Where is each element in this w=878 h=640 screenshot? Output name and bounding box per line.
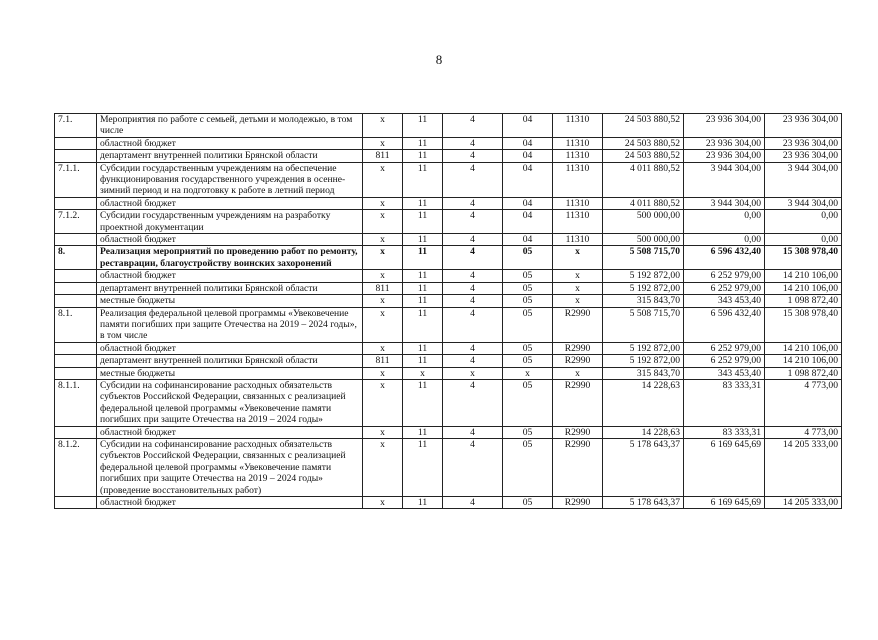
code-department: х <box>363 379 403 426</box>
amount-year-2: 23 936 304,00 <box>684 137 765 149</box>
code-target: х <box>553 295 603 307</box>
amount-year-1: 14 228,63 <box>603 426 684 438</box>
table-row <box>55 150 842 162</box>
row-number <box>55 150 97 162</box>
row-name: департамент внутренней политики Брянской области <box>97 282 363 294</box>
code-program: 04 <box>503 162 553 197</box>
amount-year-1: 5 508 715,70 <box>603 246 684 270</box>
row-number: 7.1.1. <box>55 162 97 197</box>
code-department: х <box>363 367 403 379</box>
code-program: 05 <box>503 426 553 438</box>
code-program: 04 <box>503 210 553 234</box>
code-department: х <box>363 210 403 234</box>
table-body <box>55 114 842 509</box>
amount-year-1: 315 843,70 <box>603 367 684 379</box>
code-target: 11310 <box>553 210 603 234</box>
code-section: 11 <box>403 355 443 367</box>
amount-year-3: 23 936 304,00 <box>765 150 842 162</box>
row-name: местные бюджеты <box>97 295 363 307</box>
code-section: 11 <box>403 210 443 234</box>
amount-year-2: 6 252 979,00 <box>684 270 765 282</box>
row-number <box>55 355 97 367</box>
table-row <box>55 270 842 282</box>
row-name: областной бюджет <box>97 342 363 354</box>
table-row <box>55 295 842 307</box>
amount-year-2: 343 453,40 <box>684 367 765 379</box>
row-number: 8.1.1. <box>55 379 97 426</box>
amount-year-3: 14 210 106,00 <box>765 342 842 354</box>
amount-year-3: 14 205 333,00 <box>765 438 842 496</box>
code-program: 05 <box>503 355 553 367</box>
code-section: 11 <box>403 162 443 197</box>
amount-year-1: 5 178 643,37 <box>603 438 684 496</box>
code-target: R2990 <box>553 497 603 509</box>
amount-year-3: 1 098 872,40 <box>765 295 842 307</box>
code-target: 11310 <box>553 234 603 246</box>
amount-year-3: 14 205 333,00 <box>765 497 842 509</box>
code-subsection: 4 <box>443 197 503 209</box>
code-department: х <box>363 295 403 307</box>
code-section: 11 <box>403 379 443 426</box>
row-number: 8.1.2. <box>55 438 97 496</box>
code-department: х <box>363 114 403 138</box>
code-department: х <box>363 342 403 354</box>
amount-year-1: 24 503 880,52 <box>603 137 684 149</box>
amount-year-1: 5 178 643,37 <box>603 497 684 509</box>
amount-year-3: 23 936 304,00 <box>765 137 842 149</box>
amount-year-1: 5 192 872,00 <box>603 355 684 367</box>
code-subsection: 4 <box>443 307 503 342</box>
code-target: R2990 <box>553 307 603 342</box>
row-name: областной бюджет <box>97 497 363 509</box>
page-number: 8 <box>435 52 443 67</box>
amount-year-3: 23 936 304,00 <box>765 114 842 138</box>
code-section: 11 <box>403 295 443 307</box>
code-target: 11310 <box>553 197 603 209</box>
amount-year-3: 14 210 106,00 <box>765 282 842 294</box>
code-target: х <box>553 282 603 294</box>
code-program: 04 <box>503 234 553 246</box>
row-name: областной бюджет <box>97 234 363 246</box>
code-section: 11 <box>403 342 443 354</box>
code-subsection: 4 <box>443 270 503 282</box>
row-name: департамент внутренней политики Брянской области <box>97 150 363 162</box>
amount-year-3: 0,00 <box>765 234 842 246</box>
code-department: х <box>363 426 403 438</box>
code-department: 811 <box>363 282 403 294</box>
code-section: х <box>403 367 443 379</box>
code-program: 05 <box>503 342 553 354</box>
table-row <box>55 497 842 509</box>
row-name: департамент внутренней политики Брянской области <box>97 355 363 367</box>
code-target: 11310 <box>553 150 603 162</box>
code-target: R2990 <box>553 342 603 354</box>
code-subsection: 4 <box>443 438 503 496</box>
code-department: х <box>363 497 403 509</box>
code-program: 05 <box>503 379 553 426</box>
table-row <box>55 282 842 294</box>
code-program: 05 <box>503 246 553 270</box>
row-number <box>55 367 97 379</box>
code-section: 11 <box>403 234 443 246</box>
amount-year-1: 4 011 880,52 <box>603 197 684 209</box>
code-program: х <box>503 367 553 379</box>
table-row <box>55 307 842 342</box>
amount-year-2: 3 944 304,00 <box>684 162 765 197</box>
code-program: 04 <box>503 150 553 162</box>
code-section: 11 <box>403 426 443 438</box>
code-program: 04 <box>503 114 553 138</box>
code-target: R2990 <box>553 379 603 426</box>
code-section: 11 <box>403 270 443 282</box>
code-target: 11310 <box>553 114 603 138</box>
code-target: R2990 <box>553 426 603 438</box>
amount-year-1: 500 000,00 <box>603 234 684 246</box>
amount-year-2: 6 169 645,69 <box>684 497 765 509</box>
row-name: Субсидии государственным учреждениям на обеспечение функционирования государственного учреждения в осенне-зимний период и на подготовку к работе в летний период <box>97 162 363 197</box>
code-target: х <box>553 270 603 282</box>
code-subsection: 4 <box>443 355 503 367</box>
amount-year-1: 500 000,00 <box>603 210 684 234</box>
code-subsection: 4 <box>443 210 503 234</box>
code-program: 04 <box>503 197 553 209</box>
amount-year-1: 24 503 880,52 <box>603 150 684 162</box>
row-number: 8. <box>55 246 97 270</box>
amount-year-3: 14 210 106,00 <box>765 270 842 282</box>
code-program: 05 <box>503 438 553 496</box>
code-department: х <box>363 438 403 496</box>
row-name: Субсидии на софинансирование расходных обязательств субъектов Российской Федерации, связанных с реализацией федеральной целевой программы «Увековечение памяти погибших при защите Отечества на 2019 – 2024 годы» (проведение восстановительных работ) <box>97 438 363 496</box>
row-number <box>55 197 97 209</box>
code-subsection: 4 <box>443 234 503 246</box>
row-name: Субсидии государственным учреждениям на разработку проектной документации <box>97 210 363 234</box>
budget-table <box>54 113 842 509</box>
code-section: 11 <box>403 114 443 138</box>
code-department: х <box>363 307 403 342</box>
table-row <box>55 114 842 138</box>
amount-year-2: 83 333,31 <box>684 379 765 426</box>
row-number: 8.1. <box>55 307 97 342</box>
row-number <box>55 426 97 438</box>
amount-year-3: 3 944 304,00 <box>765 162 842 197</box>
amount-year-2: 23 936 304,00 <box>684 150 765 162</box>
code-program: 05 <box>503 295 553 307</box>
row-name: областной бюджет <box>97 426 363 438</box>
code-subsection: 4 <box>443 282 503 294</box>
row-name: областной бюджет <box>97 270 363 282</box>
code-department: 811 <box>363 150 403 162</box>
code-department: х <box>363 197 403 209</box>
row-number <box>55 234 97 246</box>
row-number: 7.1. <box>55 114 97 138</box>
amount-year-1: 5 192 872,00 <box>603 342 684 354</box>
row-name: областной бюджет <box>97 197 363 209</box>
code-department: х <box>363 246 403 270</box>
row-name: Субсидии на софинансирование расходных обязательств субъектов Российской Федерации, связанных с реализацией федеральной целевой программы «Увековечение памяти погибших при защите Отечества на 2019 – 2024 годы» <box>97 379 363 426</box>
code-subsection: 4 <box>443 379 503 426</box>
amount-year-2: 23 936 304,00 <box>684 114 765 138</box>
row-number: 7.1.2. <box>55 210 97 234</box>
code-target: 11310 <box>553 162 603 197</box>
amount-year-2: 6 252 979,00 <box>684 282 765 294</box>
code-section: 11 <box>403 497 443 509</box>
row-name: Реализация федеральной целевой программы «Увековечение памяти погибших при защите Отечества на 2019 – 2024 годы», в том числе <box>97 307 363 342</box>
code-department: х <box>363 234 403 246</box>
code-program: 05 <box>503 282 553 294</box>
table-row <box>55 426 842 438</box>
code-section: 11 <box>403 307 443 342</box>
row-name: Мероприятия по работе с семьей, детьми и молодежью, в том числе <box>97 114 363 138</box>
amount-year-3: 1 098 872,40 <box>765 367 842 379</box>
row-name: местные бюджеты <box>97 367 363 379</box>
code-subsection: 4 <box>443 295 503 307</box>
table-row <box>55 234 842 246</box>
amount-year-3: 15 308 978,40 <box>765 246 842 270</box>
table-row <box>55 367 842 379</box>
amount-year-2: 6 169 645,69 <box>684 438 765 496</box>
table-row <box>55 342 842 354</box>
amount-year-1: 24 503 880,52 <box>603 114 684 138</box>
code-section: 11 <box>403 150 443 162</box>
amount-year-2: 343 453,40 <box>684 295 765 307</box>
code-department: х <box>363 270 403 282</box>
code-section: 11 <box>403 197 443 209</box>
code-section: 11 <box>403 137 443 149</box>
amount-year-1: 5 192 872,00 <box>603 270 684 282</box>
row-number <box>55 282 97 294</box>
table-row <box>55 137 842 149</box>
code-department: х <box>363 137 403 149</box>
amount-year-2: 83 333,31 <box>684 426 765 438</box>
amount-year-1: 5 192 872,00 <box>603 282 684 294</box>
row-number <box>55 497 97 509</box>
code-subsection: 4 <box>443 342 503 354</box>
amount-year-2: 6 596 432,40 <box>684 307 765 342</box>
amount-year-2: 0,00 <box>684 210 765 234</box>
code-program: 05 <box>503 497 553 509</box>
code-program: 04 <box>503 137 553 149</box>
amount-year-3: 15 308 978,40 <box>765 307 842 342</box>
amount-year-2: 3 944 304,00 <box>684 197 765 209</box>
code-section: 11 <box>403 438 443 496</box>
table-row <box>55 379 842 426</box>
amount-year-3: 3 944 304,00 <box>765 197 842 209</box>
code-program: 05 <box>503 307 553 342</box>
table-row <box>55 355 842 367</box>
amount-year-1: 315 843,70 <box>603 295 684 307</box>
table-row <box>55 246 842 270</box>
code-subsection: 4 <box>443 114 503 138</box>
code-target: х <box>553 367 603 379</box>
table-row <box>55 210 842 234</box>
table-row <box>55 162 842 197</box>
amount-year-2: 6 596 432,40 <box>684 246 765 270</box>
code-target: R2990 <box>553 355 603 367</box>
row-number <box>55 295 97 307</box>
table-row <box>55 197 842 209</box>
amount-year-2: 6 252 979,00 <box>684 355 765 367</box>
code-section: 11 <box>403 282 443 294</box>
code-subsection: 4 <box>443 137 503 149</box>
code-subsection: 4 <box>443 426 503 438</box>
code-program: 05 <box>503 270 553 282</box>
code-target: х <box>553 246 603 270</box>
code-subsection: х <box>443 367 503 379</box>
amount-year-3: 14 210 106,00 <box>765 355 842 367</box>
code-department: х <box>363 162 403 197</box>
row-name: областной бюджет <box>97 137 363 149</box>
table-row <box>55 438 842 496</box>
amount-year-3: 0,00 <box>765 210 842 234</box>
row-number <box>55 270 97 282</box>
code-department: 811 <box>363 355 403 367</box>
amount-year-3: 4 773,00 <box>765 426 842 438</box>
code-subsection: 4 <box>443 246 503 270</box>
amount-year-2: 0,00 <box>684 234 765 246</box>
amount-year-3: 4 773,00 <box>765 379 842 426</box>
code-subsection: 4 <box>443 150 503 162</box>
amount-year-2: 6 252 979,00 <box>684 342 765 354</box>
code-section: 11 <box>403 246 443 270</box>
amount-year-1: 5 508 715,70 <box>603 307 684 342</box>
row-number <box>55 342 97 354</box>
row-number <box>55 137 97 149</box>
row-name: Реализация мероприятий по проведению работ по ремонту, реставрации, благоустройству воинских захоронений <box>97 246 363 270</box>
code-subsection: 4 <box>443 497 503 509</box>
amount-year-1: 14 228,63 <box>603 379 684 426</box>
code-target: R2990 <box>553 438 603 496</box>
amount-year-1: 4 011 880,52 <box>603 162 684 197</box>
code-subsection: 4 <box>443 162 503 197</box>
code-target: 11310 <box>553 137 603 149</box>
